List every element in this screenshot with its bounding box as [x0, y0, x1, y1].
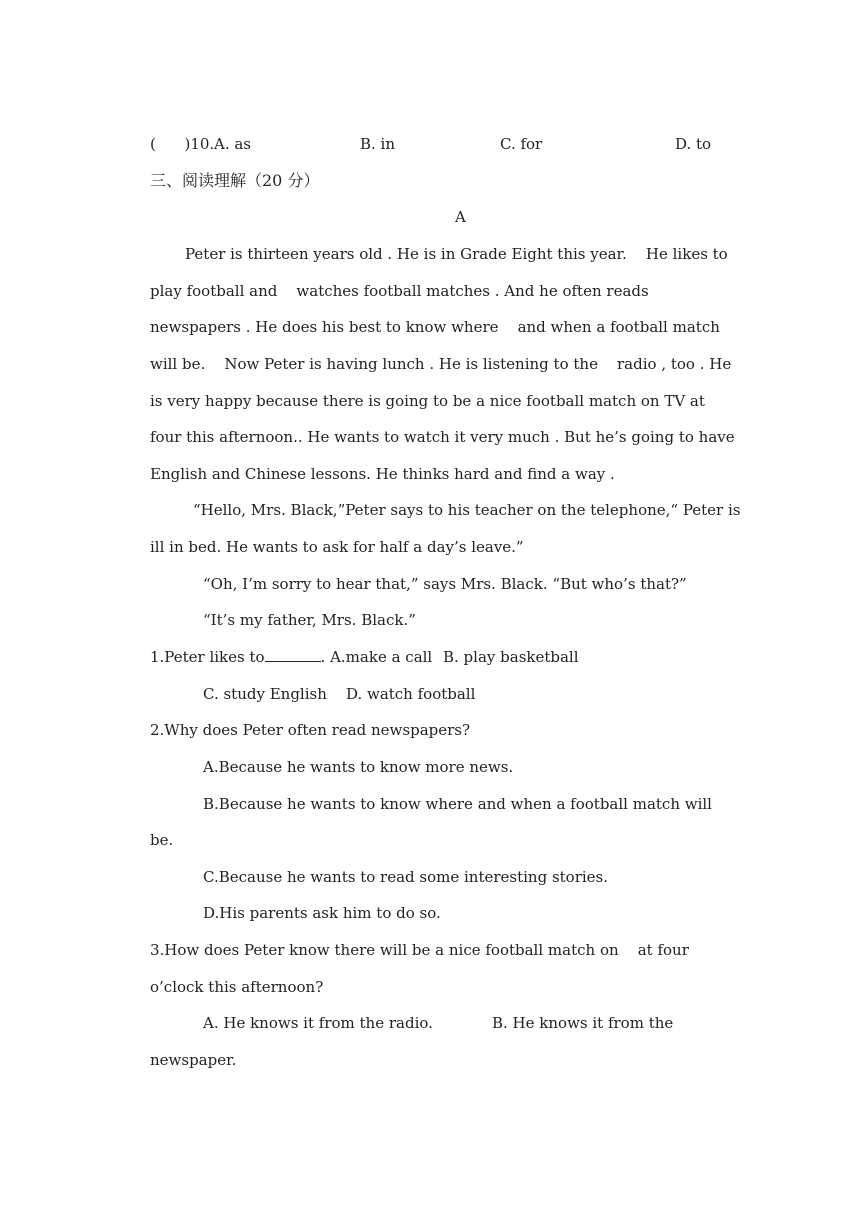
q1-options-cd: C. study English D. watch football [203, 685, 476, 703]
passage-line: “Oh, I’m sorry to hear that,” says Mrs. Black. “But who’s that?” [203, 575, 687, 593]
passage-line: English and Chinese lessons. He thinks hard and find a way . [150, 465, 615, 483]
q1-option-a: . A.make a call [320, 648, 433, 666]
q3-option-a: A. He knows it from the radio. [203, 1014, 433, 1032]
q2-option-b: B.Because he wants to know where and when a football match will [203, 795, 712, 813]
passage-line: will be. Now Peter is having lunch . He is listening to the radio , too . He [150, 355, 732, 373]
passage-line: ill in bed. He wants to ask for half a day’s leave.” [150, 538, 524, 556]
q10-option-b: B. in [360, 135, 396, 153]
q2-option-a: A.Because he wants to know more news. [203, 758, 514, 776]
q3-option-b: B. He knows it from the [492, 1014, 674, 1032]
q1-answer-blank [265, 647, 321, 662]
q10-option-a: A. as [214, 135, 252, 153]
part-label: A [455, 208, 466, 226]
q10-number: ( )10. [150, 135, 215, 153]
q2-option-d: D.His parents ask him to do so. [203, 904, 441, 922]
q1-stem: 1.Peter likes to [150, 648, 265, 666]
q10-option-d: D. to [675, 135, 712, 153]
passage-line: Peter is thirteen years old . He is in Grade Eight this year. He likes to [185, 245, 728, 263]
passage-line: “It’s my father, Mrs. Black.” [203, 611, 416, 629]
passage-line: “Hello, Mrs. Black,”Peter says to his teacher on the telephone,“ Peter is [193, 501, 741, 519]
q10-option-c: C. for [500, 135, 543, 153]
q2-option-b-cont: be. [150, 831, 174, 849]
q2-stem: 2.Why does Peter often read newspapers? [150, 721, 471, 739]
q3-option-b-cont: newspaper. [150, 1051, 237, 1069]
section-title: 三、阅读理解（20 分） [150, 171, 320, 190]
q3-stem-cont: o’clock this afternoon? [150, 978, 324, 996]
question-1 [150, 647, 432, 667]
passage-line: is very happy because there is going to be a nice football match on TV at [150, 392, 705, 410]
q3-stem: 3.How does Peter know there will be a nice football match on at four [150, 941, 689, 959]
passage-line: four this afternoon.. He wants to watch it very much . But he’s going to have [150, 428, 735, 446]
q1-option-b: B. play basketball [443, 648, 579, 666]
passage-line: play football and watches football matches . And he often reads [150, 282, 649, 300]
q2-option-c: C.Because he wants to read some interesting stories. [203, 868, 609, 886]
passage-line: newspapers . He does his best to know where and when a football match [150, 318, 720, 336]
